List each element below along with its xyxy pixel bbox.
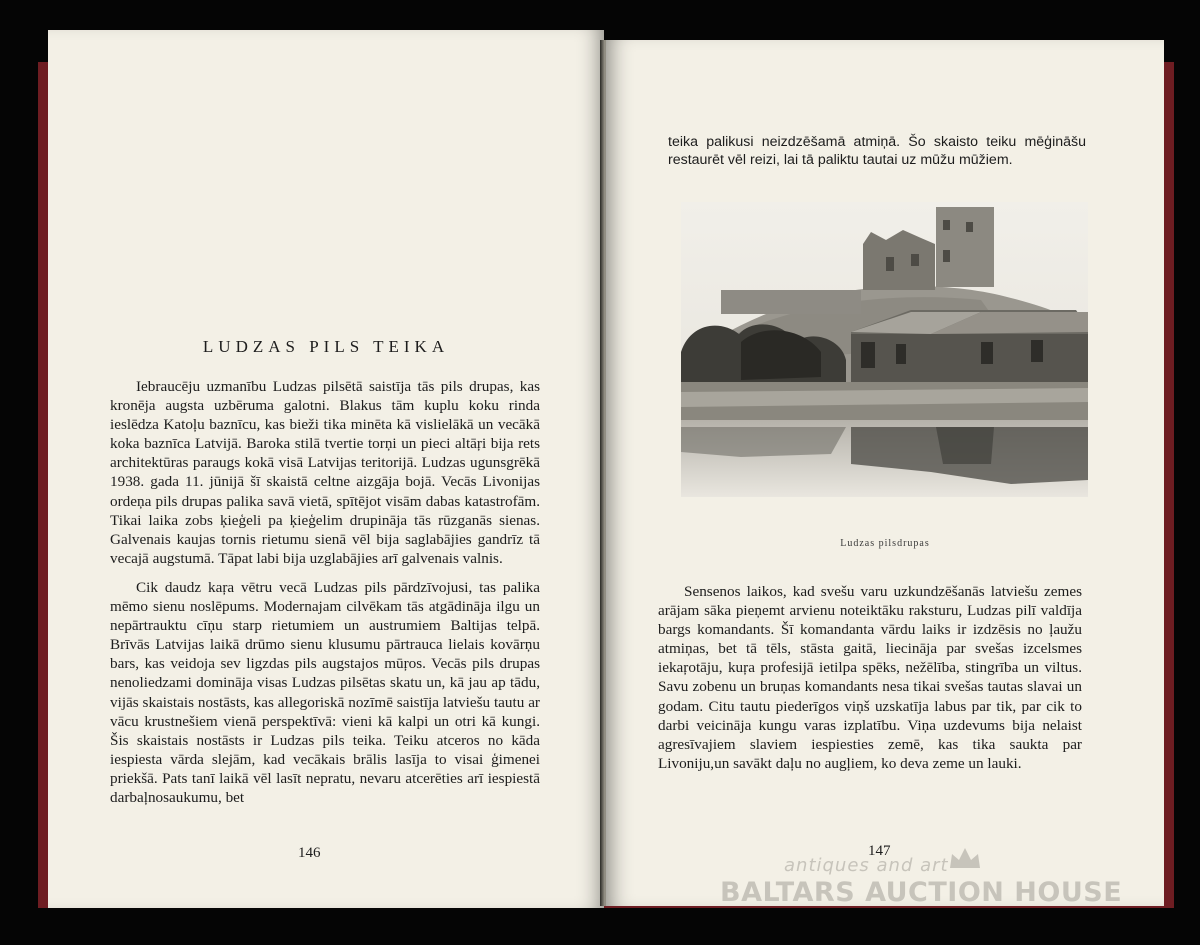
page-number-left: 146 xyxy=(298,845,321,861)
left-page-text xyxy=(110,377,540,817)
paragraph: Cik daudz kaŗa vētru vecā Ludzas pils pārdzīvojusi, tas palika mēmo sienu noslēpums. Modernajam cilvēkam tās atgādināja ilgu un nepārtrauktu cīņu starp rietumiem un austrumiem Baltijas telpā. Brīvās Latvijas laikā drūmo sienu klusumu pārtrauca lielais kovārņu bars, kas veidoja sev ligzdas pils augstajos mūŗos. Vecās pils drupas nenoliedzami domināja visas Ludzas pilsētas skatu un, kā jau ap tādu, vijās skaistais nostāsts, kas allegoriskā nozīmē saistīja latviešu tautu ar vācu krustnešiem vienā perspektīvā: vieni kā kalpi un otri kā kungi. Šis skaistais nostāsts ir Ludzas pils teika. Teiku atceros no kāda iespiesta vārda slejām, kad vecākais brālis lasīja to visai ģimenei priekšā. Pats tanī laikā vēl lasīt nepratu, nevaru atcerēties arī iespiestā darbaļnosaukumu, bet xyxy=(110,578,540,806)
chapter-title: LUDZAS PILS TEIKA xyxy=(202,337,450,356)
left-page xyxy=(48,30,604,908)
watermark-tagline: antiques and art xyxy=(784,855,949,876)
photo-caption: Ludzas pilsdrupas xyxy=(840,538,930,549)
paragraph: Sensenos laikos, kad svešu varu uzkundzēšanās latviešu zemes arājam sāka pieņemt arvienu noteiktāku raksturu, Ludzas pilī valdīja bargs komandants. Šī komandanta vārdu laiks ir izdzēsis no ļaužu atmiņas, bet tā tēls, stāsta gaitā, liecināja par svešas izcelsmes iekaŗotāju, kuŗa profesijā ietilpa spēks, nežēlība, stingrība un viltus. Savu zobenu un bruņas komandants nesa tikai svešas tautas slavai un godam. Citu tautu piederīgos viņš uzskatīja labus par tik, par cik to darbi veicināja kungu varas izplatību. Viņa uzdevums bija nelaist agresīvajiem slaviem iespiesties zemē, kas tika saukta par Livoniju,un savākt daļu no augļiem, ko deva zeme un lauki. xyxy=(658,583,1082,772)
crown-icon xyxy=(948,846,982,870)
castle-ruins-photo xyxy=(681,202,1088,497)
paragraph: Iebraucēju uzmanību Ludzas pilsētā saistīja tās pils drupas, kas kronēja augsta uzbēruma galotni. Blakus tām kuplu koku rinda ieslēdza Katoļu baznīcu, kas bieži tika minēta kā vislielākā un vecākā koka baznīca Latvijā. Baroka stilā tvertie torņi un pieci altāŗi bija rets architektūras paraugs kokā visā Latvijas teritorijā. Ludzas ugunsgrēkā 1938. gada 11. jūnijā šī skaistā celtne aizgāja bojā. Vecās Livonijas ordeņa pils drupas palika savā vietā, spītējot visām dabas katastrofām. Tikai laika zobs ķieģeli pa ķieģelim drupināja tās rūzganās sienas. Galvenais kaujas tornis rietumu sienā vēl bija saglabājies gandrīz tā vecajā augstumā. Tāpat labi bija uzglabājies arī galvenais valnis. xyxy=(110,378,540,567)
auction-house-watermark xyxy=(700,852,1140,922)
continuation-text xyxy=(668,133,1086,179)
right-page xyxy=(606,40,1164,906)
right-page-text xyxy=(658,582,1082,783)
page-number-right: 147 xyxy=(868,843,891,859)
paragraph: teika palikusi neizdzēšamā atmiņā. Šo skaisto teiku mēģināšu restaurēt vēl reizi, lai tā paliktu tautai uz mūžu mūžiem. xyxy=(668,134,1086,168)
watermark-brand: BALTARS AUCTION HOUSE xyxy=(720,877,1123,908)
